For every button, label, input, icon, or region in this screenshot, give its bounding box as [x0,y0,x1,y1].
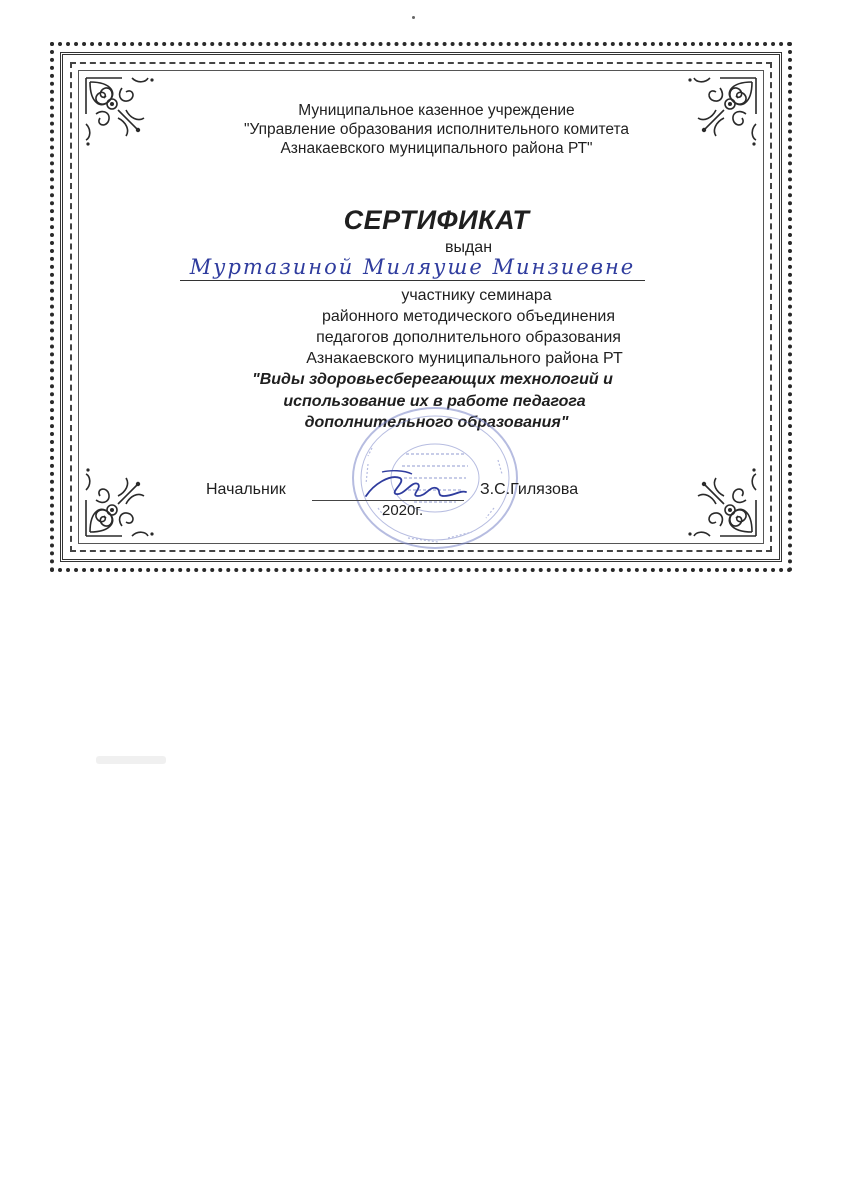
participant-line-1: участнику семинара [401,287,552,304]
participant-line-3: педагогов дополнительного образования [316,329,621,346]
handwritten-signature-icon [360,466,470,506]
corner-ornament-icon [676,456,760,540]
issued-label: выдан [444,239,493,256]
corner-ornament-icon [82,456,166,540]
participant-line-4: Азнакаевского муниципального района РТ [306,350,623,367]
paper-smudge [96,756,166,764]
certificate-title: СЕРТИФИКАТ [343,205,530,235]
seminar-topic-line-3: дополнительного образования" [304,414,569,431]
organization-line-3: Азнакаевского муниципального района РТ" [280,140,593,157]
seminar-topic-line-2: использование их в работе педагога [283,393,586,410]
issue-date: 2020г. [382,502,424,519]
organization-line-2: "Управление образования исполнительного комитета [243,121,630,138]
signer-name: З.С.Гилязова [480,481,579,498]
organization-line-1: Муниципальное казенное учреждение [298,102,575,119]
seminar-topic-line-1: "Виды здоровьесберегающих технологий и [252,371,613,388]
signer-position: Начальник [206,481,286,498]
recipient-name-handwritten: Муртазиной Миляуше Минзиевне [180,254,645,281]
participant-line-2: районного методического объединения [321,308,616,325]
paper-speck [412,16,415,19]
